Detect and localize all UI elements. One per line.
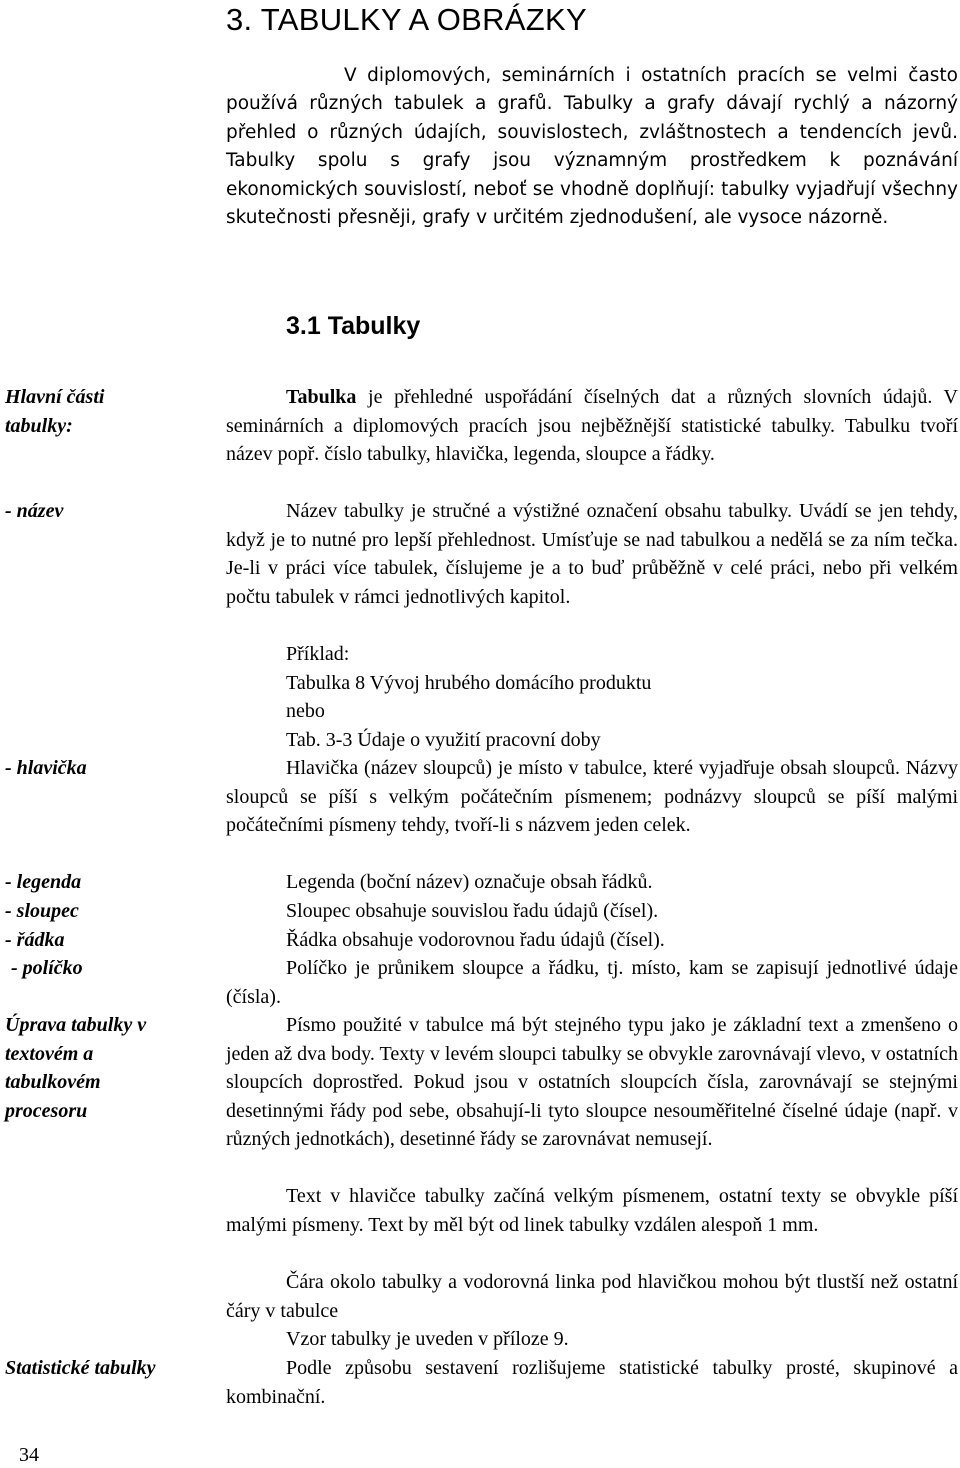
radka-text: Řádka obsahuje vodorovnou řadu údajů (čísel).	[286, 929, 665, 951]
legenda-text: Legenda (boční název) označuje obsah řádků.	[286, 871, 653, 893]
side-nazev: - název	[5, 500, 64, 522]
side-uprava: Úprava tabulky v textovém a tabulkovém procesoru	[5, 1014, 147, 1122]
uprava-text-1: Písmo použité v tabulce má být stejného typu jako je základní text a zmenšeno o jeden až dva body. Texty v levém sloupci tabulky se obvykle zarovnávají vlevo, v ostatních sloupcích doprostřed. Pokud jsou v ostatních sloupcích čísla, zarovnávají se stejnými desetinnými řády pod sebe, obsahují-li tyto sloupce nesouměřitelné číselné údaje (např. v různých jednotkách), desetinné řády se zarovnávat nemusejí.	[226, 1014, 958, 1151]
uprava-paragraph-3	[226, 1268, 958, 1325]
uprava-paragraph-4: Vzor tabulky je uveden v příloze 9.	[286, 1328, 569, 1350]
tabulka-paragraph	[226, 383, 958, 469]
tabulka-term: Tabulka	[286, 386, 357, 408]
priklad-line-1: Tabulka 8 Vývoj hrubého domácího produktu	[286, 672, 652, 694]
page-number: 34	[19, 1444, 39, 1466]
chapter-title: 3. TABULKY A OBRÁZKY	[226, 2, 587, 37]
priklad-line-2: Tab. 3-3 Údaje o využití pracovní doby	[286, 729, 601, 751]
hlavicka-text: Hlavička (název sloupců) je místo v tabulce, které vyjadřuje obsah sloupců. Názvy sloupců se píší s velkým počátečním písmenem; podnázvy sloupců se píší malými počátečními písmeny tehdy, tvoří-li s názvem jeden celek.	[226, 757, 958, 837]
statisticke-paragraph	[226, 1354, 958, 1411]
intro-text: V diplomových, seminárních i ostatních pracích se velmi často používá různých tabulek a grafů. Tabulky a grafy dávají rychlý a názorný přehled o různých údajích, souvislostech, zvláštnostech a tendencích jevů. Tabulky spolu s grafy jsou významným prostředkem k poznávání ekonomických souvislostí, neboť se vhodně doplňují: tabulky vyjadřují všechny skutečnosti přesněji, grafy v určitém zjednodušení, ale vysoce názorně.	[226, 65, 958, 229]
uprava-text-2: Text v hlavičce tabulky začíná velkým písmenem, ostatní texty se obvykle píší malými písmeny. Text by měl být od linek tabulky vzdálen alespoň 1 mm.	[226, 1185, 958, 1236]
section-title: 3.1 Tabulky	[286, 312, 421, 340]
tabulka-text: je přehledné uspořádání číselných dat a různých slovních údajů. V seminárních a diplomových pracích jsou nejběžnější statistické tabulky. Tabulku tvoří název popř. číslo tabulky, hlavička, legenda, sloupce a řádky.	[226, 386, 958, 466]
nazev-text: Název tabulky je stručné a výstižné označení obsahu tabulky. Uvádí se jen tehdy, když je to nutné pro lepší přehlednost. Umísťuje se nad tabulkou a nedělá se za ním tečka. Je-li v práci více tabulek, číslujeme je a to buď průběžně v celé práci, nebo při velkém počtu tabulek v rámci jednotlivých kapitol.	[226, 500, 958, 608]
side-statisticke: Statistické tabulky	[5, 1357, 156, 1379]
sloupec-text: Sloupec obsahuje souvislou řadu údajů (čísel).	[286, 900, 659, 922]
side-radka: - řádka	[5, 929, 65, 951]
policko-paragraph	[226, 954, 958, 1011]
priklad-nebo: nebo	[286, 700, 325, 722]
uprava-text-3: Čára okolo tabulky a vodorovná linka pod hlavičkou mohou být tlustší než ostatní čáry v tabulce	[226, 1271, 958, 1322]
priklad-label: Příklad:	[286, 643, 350, 665]
side-sloupec: - sloupec	[5, 900, 79, 922]
side-hlavicka: - hlavička	[5, 757, 87, 779]
side-policko: - políčko	[11, 957, 83, 979]
uprava-paragraph-1	[226, 1011, 958, 1154]
uprava-paragraph-2	[226, 1182, 958, 1239]
nazev-paragraph	[226, 497, 958, 611]
intro-paragraph	[226, 62, 958, 232]
statisticke-text: Podle způsobu sestavení rozlišujeme statistické tabulky prosté, skupinové a kombinační.	[226, 1357, 958, 1408]
side-legenda: - legenda	[5, 871, 82, 893]
policko-text: Políčko je průnikem sloupce a řádku, tj. místo, kam se zapisují jednotlivé údaje (čísla).	[226, 957, 958, 1008]
hlavicka-paragraph	[226, 754, 958, 840]
side-hlavni-casti: Hlavní části tabulky:	[5, 386, 105, 437]
